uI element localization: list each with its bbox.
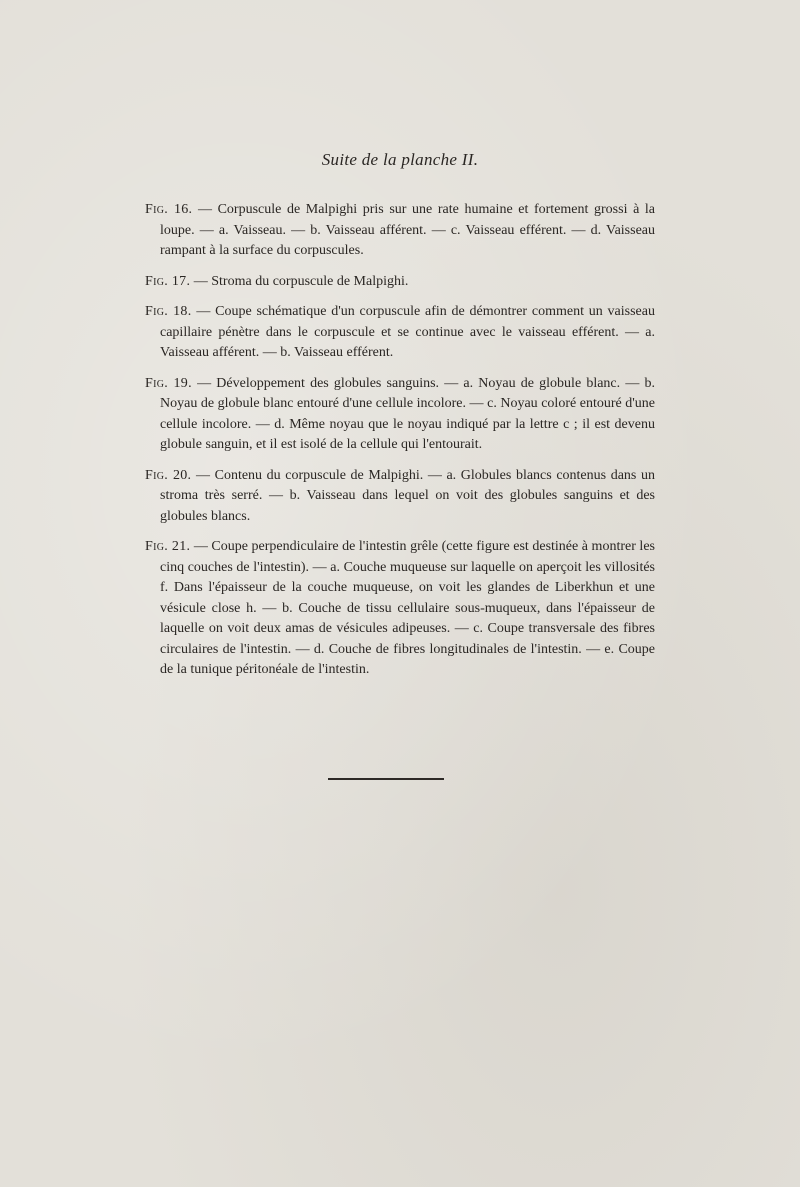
figure-number: Fig. 18. bbox=[145, 304, 192, 319]
figure-legend-list bbox=[145, 200, 655, 691]
figure-number: Fig. 20. bbox=[145, 467, 192, 483]
figure-description: — Coupe perpendiculaire de l'intestin grêle (cette figure est destinée à montrer les cinq couches de l'intestin). — a. Couche muqueuse sur laquelle on aperçoit les villosités f. Dans l'épaisseur de la couche muqueuse, on voit les glandes de Liberkhun et une vésicule close h. — b. Couche de tissu cellulaire sous-muqueux, dans l'épaisseur de laquelle on voit deux amas de vésicules adipeuses. — c. Coupe transversale des fibres circulaires de l'intestin. — d. Couche de fibres longitudinales de l'intestin. — e. Coupe de la tunique péritonéale de l'intestin. bbox=[160, 539, 655, 677]
figure-number: Fig. 16. bbox=[145, 202, 193, 217]
legend-entry-fig-20 bbox=[145, 466, 655, 528]
figure-description: — Développement des globules sanguins. — a. Noyau de globule blanc. — b. Noyau de globule blanc entouré d'une cellule incolore. — c. Noyau coloré entouré d'une cellule incolore. — d. Même noyau que le noyau indiqué par la lettre c ; il est devenu globule sanguin, et il est isolé de la cellule qui l'entourait. bbox=[160, 375, 655, 452]
figure-description: — Stroma du corpuscule de Malpighi. bbox=[193, 273, 409, 289]
figure-number: Fig. 17. bbox=[145, 273, 191, 289]
legend-entry-fig-19 bbox=[145, 374, 655, 456]
legend-entry-fig-18 bbox=[145, 302, 655, 364]
figure-description: — Contenu du corpuscule de Malpighi. — a. Globules blancs contenus dans un stroma très serré. — b. Vaisseau dans lequel on voit des globules sanguins et des globules blancs. bbox=[160, 467, 655, 524]
figure-number: Fig. 19. bbox=[145, 375, 192, 391]
page-heading: Suite de la planche II. bbox=[321, 150, 479, 169]
figure-description: — Corpuscule de Malpighi pris sur une rate humaine et fortement grossi à la loupe. — a. Vaisseau. — b. Vaisseau afférent. — c. Vaisseau efférent. — d. Vaisseau rampant à la surface du corpuscules. bbox=[160, 202, 655, 258]
figure-number: Fig. 21. bbox=[145, 539, 191, 554]
legend-entry-fig-21 bbox=[145, 537, 655, 681]
legend-entry-fig-16 bbox=[145, 200, 655, 262]
figure-description: — Coupe schématique d'un corpuscule afin de démontrer comment un vaisseau capillaire pénètre dans le corpuscule et se continue avec le vaisseau efférent. — a. Vaisseau afférent. — b. Vaisseau efférent. bbox=[160, 304, 655, 360]
legend-entry-fig-17 bbox=[145, 272, 655, 293]
end-divider-rule bbox=[328, 778, 444, 780]
